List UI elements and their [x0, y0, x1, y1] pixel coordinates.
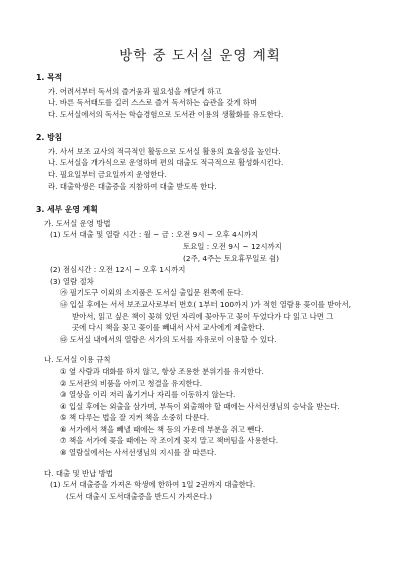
- rule-item: ⑥ 서가에서 책을 빼낼 때에는 책 등의 가운데 부분을 쥐고 뺀다.: [60, 424, 264, 434]
- section-details: [36, 206, 380, 504]
- section-heading: 1. 목적: [36, 73, 63, 82]
- list-item: 나. 바른 독서태도를 길러 스스로 즐겨 독서하는 습관을 갖게 하며: [48, 98, 258, 108]
- list-item: 가. 사서 보조 교사의 적극적인 활동으로 도서실 활용의 효율성을 높인다.: [48, 146, 281, 156]
- section-heading: 3. 세부 운영 계획: [36, 205, 98, 214]
- list-item: 다. 도서실에서의 독서는 학습경험으로 도서관 이용의 생활화를 유도한다.: [48, 109, 284, 119]
- loan-note: (도서 대출시 도서대출증을 반드시 가져온다.): [66, 491, 213, 501]
- hours-line: (1) 도서 대출 및 열람 시간 : 월 ~ 금 : 오전 9시 ~ 오후 4시까지: [50, 230, 259, 240]
- list-item-continued: 곳에 다시 책을 꽂고 꽂이를 빼내서 사서 교사에게 제출한다.: [72, 323, 265, 333]
- rule-item: ① 옆 사람과 대화를 하지 않고, 항상 조용한 분위기를 유지한다.: [60, 366, 264, 376]
- list-item: 라. 대출학생은 대출증을 지참하여 대출 받도록 한다.: [48, 181, 217, 191]
- saturday-hours: 토요일 : 오전 9시 ~ 12시까지: [183, 241, 282, 251]
- hours-note: (2주, 4주는 토요휴무일로 쉼): [183, 253, 279, 263]
- subsection-heading: 가. 도서실 운영 방법: [44, 218, 111, 228]
- section-policy: [36, 134, 380, 194]
- list-item: ㉰ 도서실 내에서의 열람은 서가의 도서를 자유로이 이용할 수 있다.: [60, 334, 277, 344]
- section-heading: 2. 방침: [36, 133, 63, 142]
- rule-item: ④ 입실 후에는 외출을 삼가며, 부득이 외출해야 할 때에는 사서선생님의 승낙을 받는다.: [60, 401, 340, 411]
- list-item: ㉯ 입실 후에는 서서 보조교사로부터 번호( 1부터 100까지 )가 적힌 열람용 꽂이를 받아서,: [60, 299, 351, 309]
- rule-item: ⑦ 책을 서가에 꽂을 때에는 작 조이게 꽂지 말고 책버팀을 사용한다.: [60, 436, 279, 446]
- lunch-line: (2) 점심시간 : 오전 12시 ~ 오후 1시까지: [50, 265, 186, 275]
- list-item: 나. 도서실을 개가식으로 운영하며 편의 대출도 적극적으로 활성화시킨다.: [48, 158, 284, 168]
- rule-item: ⑤ 책 다루는 법을 잘 지켜 책을 소중히 다룬다.: [60, 413, 210, 423]
- section-purpose: [36, 74, 380, 123]
- list-item-continued: 받아서, 읽고 싶은 책이 꽂혀 있던 자리에 꽂아두고 꽂이 두었다가 다 읽고 나면 그: [72, 311, 334, 321]
- rule-item: ② 도서관의 비품을 아끼고 청결을 유지한다.: [60, 378, 203, 388]
- loan-item: (1) 도서 대출증을 가져온 학생에 한하여 1일 2권까지 대출한다.: [50, 480, 256, 490]
- subsection-heading: 다. 대출 및 반납 방법: [44, 468, 113, 478]
- list-item: ㉮ 필기도구 이외의 소지품은 도서실 출입문 왼쪽에 둔다.: [60, 288, 244, 298]
- document-title: 방학 중 도서실 운영 계획: [119, 48, 281, 64]
- subsection-heading: 나. 도서실 이용 규칙: [44, 355, 111, 365]
- rule-item: ⑧ 열람실에서는 사서선생님의 지시를 잘 따른다.: [60, 448, 217, 458]
- rule-item: ③ 열상을 이리 저리 옮기거나 자리를 이동하지 않는다.: [60, 390, 236, 400]
- reading-heading: (3) 열람 절차: [50, 276, 94, 286]
- list-item: 가. 어려서부터 독서의 즐거움과 필요성을 깨닫게 하고: [48, 86, 222, 96]
- list-item: 다. 필요일부터 금요일까지 운영한다.: [48, 169, 167, 179]
